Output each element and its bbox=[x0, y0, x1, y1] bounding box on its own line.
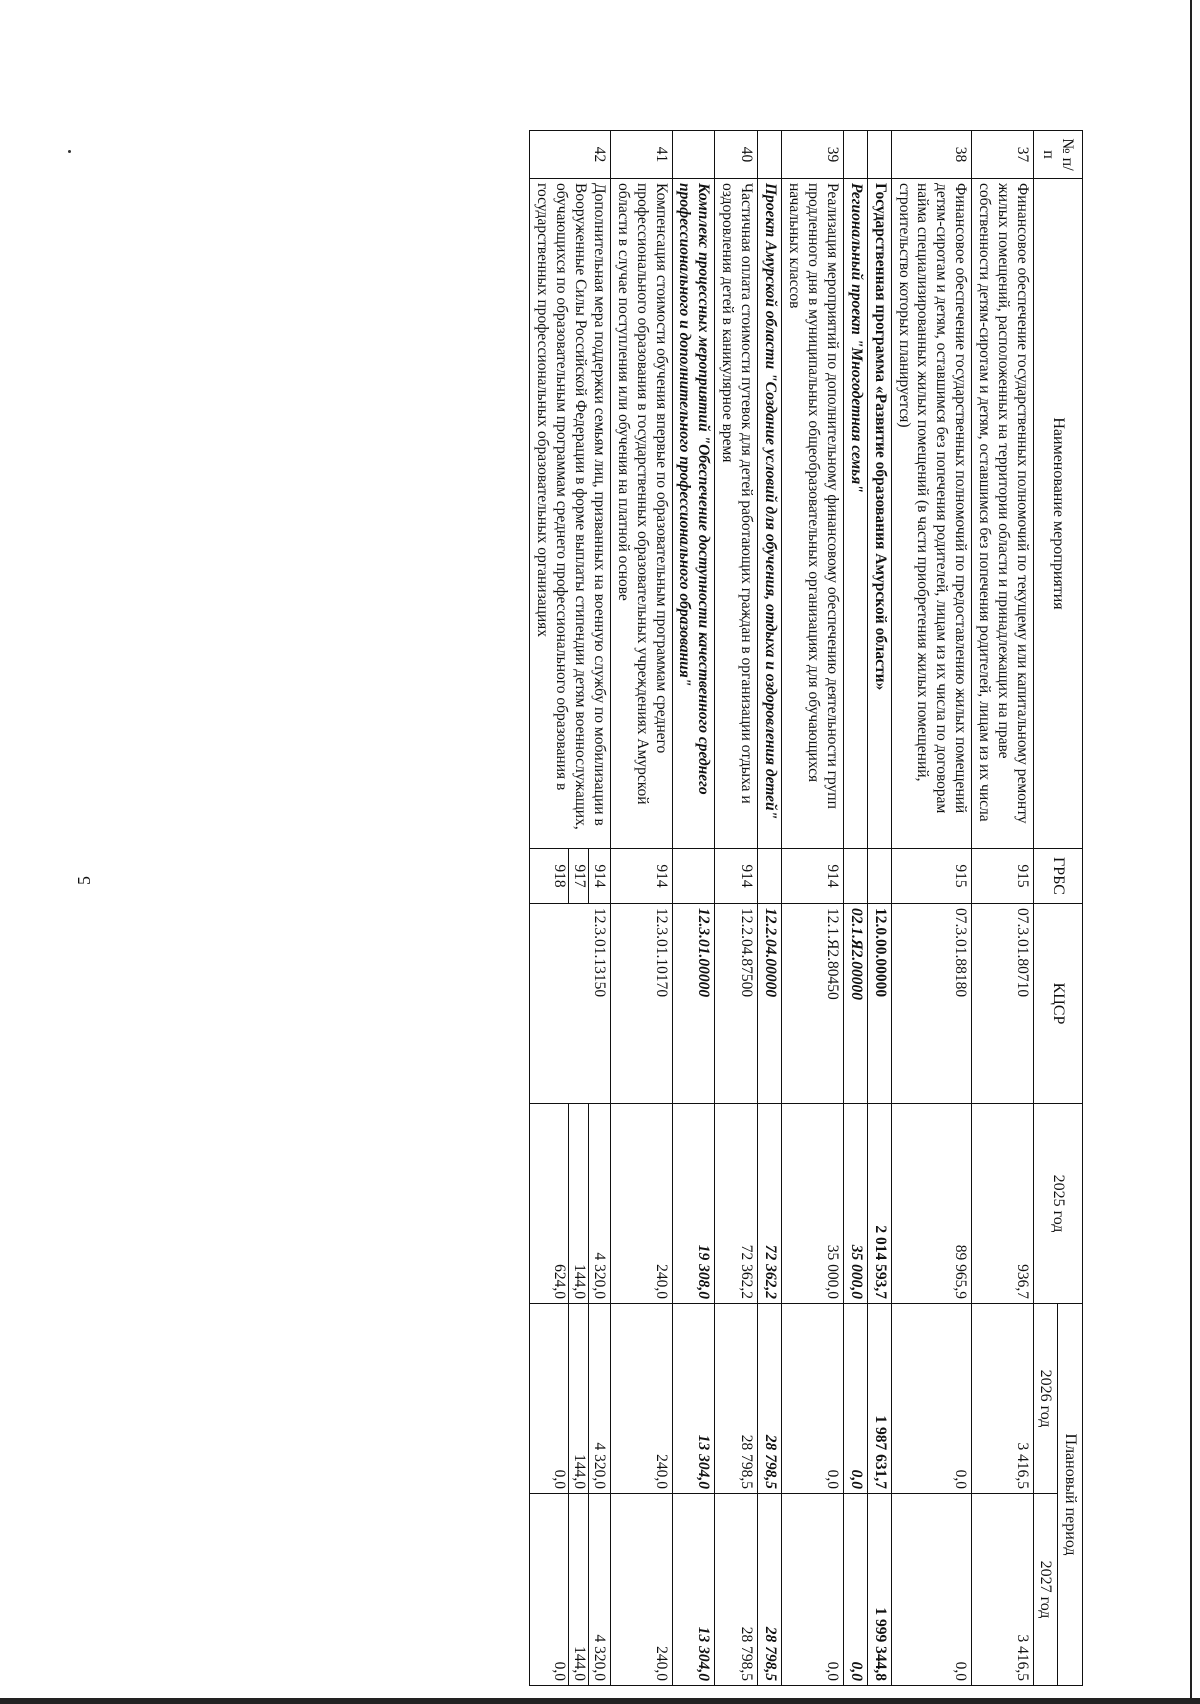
cell-y2027: 240,0 bbox=[610, 1494, 672, 1686]
cell-grbs: 915 bbox=[891, 849, 972, 904]
cell-y2027: 28 798,5 bbox=[758, 1494, 782, 1686]
table-row bbox=[843, 131, 867, 1686]
cell-y2026: 13 304,0 bbox=[672, 1304, 715, 1494]
cell-grbs: 914 bbox=[610, 849, 672, 904]
header-name: Наименование мероприятия bbox=[1033, 179, 1082, 849]
sub-value-grbs: 914 bbox=[590, 864, 608, 888]
cell-y2027: 0,0 bbox=[891, 1494, 972, 1686]
cell-y2027: 1 999 344,8 bbox=[867, 1494, 891, 1686]
cell-y2027: 28 798,5 bbox=[715, 1494, 758, 1686]
cell-kcsr: 12.2.04.87500 bbox=[715, 904, 758, 1104]
header-2025: 2025 год bbox=[1033, 1104, 1082, 1304]
cell-y2027: 0,0 bbox=[782, 1494, 844, 1686]
cell-y2027: 3 416,5 bbox=[972, 1494, 1034, 1686]
scan-edge-right bbox=[1190, 0, 1192, 1704]
table-row bbox=[891, 131, 972, 1686]
cell-grbs: 914 bbox=[715, 849, 758, 904]
sub-value-y2027: 4 320,0 bbox=[590, 1634, 608, 1682]
sub-value-y2027: 0,0 bbox=[549, 1494, 569, 1685]
page-number: 5 bbox=[74, 876, 94, 885]
cell-grbs: 914 bbox=[782, 849, 844, 904]
cell-y2025: 72 362,2 bbox=[715, 1104, 758, 1304]
cell-grbs: 915 bbox=[972, 849, 1034, 904]
cell-name: Финансовое обеспечение государственных полномочий по текущему или капитальному ремонту жилых помещений, расположенных на территории области и принадлежащих на праве собственности детям-сиротам и детям, оставшимся без попечения родителей, лицам из их числа bbox=[972, 179, 1034, 849]
sub-value-y2026: 4 320,0 bbox=[590, 1442, 608, 1489]
cell-name: Финансовое обеспечение государственных полномочий по предоставлению жилых помещений детям-сиротам и детям, оставшимся без попечения родителей, лицам из их числа по договорам найма специализированных жилых помещений (в части приобретения жилых помещений, строительство которых планируется) bbox=[891, 179, 972, 849]
cell-name: Дополнительная мера поддержки семьям лиц, призванных на военную службу по мобилизации в Вооруженные Силы Российской Федерации в форме выплаты стипендии детям военнослужащих, обучающихся по образовательным программам среднего профессионального образования в государственных профессиональных образовательных организациях bbox=[530, 179, 611, 849]
table-row bbox=[867, 131, 891, 1686]
cell-y2025 bbox=[530, 1104, 611, 1304]
cell-y2026: 28 798,5 bbox=[758, 1304, 782, 1494]
cell-y2026: 0,0 bbox=[782, 1304, 844, 1494]
cell-y2026: 3 416,5 bbox=[972, 1304, 1034, 1494]
cell-y2025: 35 000,0 bbox=[843, 1104, 867, 1304]
budget-table bbox=[529, 130, 1083, 1686]
cell-y2026: 1 987 631,7 bbox=[867, 1304, 891, 1494]
cell-grbs bbox=[843, 849, 867, 904]
header-2026: 2026 год bbox=[1033, 1304, 1058, 1494]
sub-value-grbs: 917 bbox=[569, 849, 589, 903]
cell-num bbox=[867, 131, 891, 179]
rotated-table-sheet bbox=[181, 130, 1083, 1685]
cell-kcsr: 12.3.01.00000 bbox=[672, 904, 715, 1104]
cell-name: Реализация мероприятий по дополнительному финансовому обеспечению деятельности групп продленного дня в муниципальных общеобразовательных организациях для обучающихся начальных классов bbox=[782, 179, 844, 849]
cell-name: Компенсация стоимости обучения впервые по образовательным программам среднего профессионального образования в государственных образовательных учреждениях Амурской области в случае поступления или обучения на платной основе bbox=[610, 179, 672, 849]
cell-num: 41 bbox=[610, 131, 672, 179]
cell-kcsr: 12.1.Я2.80450 bbox=[782, 904, 844, 1104]
table-row bbox=[610, 131, 672, 1686]
cell-name: Комплекс процессных мероприятий "Обеспечение доступности качественного среднего профессионального и дополнительного профессионального образования" bbox=[672, 179, 715, 849]
cell-grbs bbox=[758, 849, 782, 904]
table-row bbox=[782, 131, 844, 1686]
cell-num: 42 bbox=[530, 131, 611, 179]
sub-value-y2026: 0,0 bbox=[549, 1304, 569, 1493]
sub-value-y2025: 144,0 bbox=[569, 1104, 589, 1303]
cell-grbs bbox=[530, 849, 611, 904]
table-body bbox=[530, 131, 1034, 1686]
table-row bbox=[758, 131, 782, 1686]
cell-kcsr: 07.3.01.80710 bbox=[972, 904, 1034, 1104]
cell-y2027 bbox=[530, 1494, 611, 1686]
header-plan-period: Плановый период bbox=[1058, 1304, 1083, 1686]
sub-value-y2025: 624,0 bbox=[549, 1104, 569, 1303]
cell-num: 39 bbox=[782, 131, 844, 179]
sub-value-grbs: 918 bbox=[549, 849, 569, 903]
header-num: № п/п bbox=[1033, 131, 1082, 179]
header-grbs: ГРБС bbox=[1033, 849, 1082, 904]
cell-name: Проект Амурской области "Создание условий для обучения, отдыха и оздоровления детей" bbox=[758, 179, 782, 849]
cell-kcsr: 02.1.Я2.00000 bbox=[843, 904, 867, 1104]
cell-y2025: 936,7 bbox=[972, 1104, 1034, 1304]
cell-num: 38 bbox=[891, 131, 972, 179]
cell-num: 40 bbox=[715, 131, 758, 179]
cell-y2025: 19 308,0 bbox=[672, 1104, 715, 1304]
sub-value-y2026: 144,0 bbox=[569, 1304, 589, 1493]
cell-y2025: 2 014 593,7 bbox=[867, 1104, 891, 1304]
cell-kcsr: 12.3.01.13150 bbox=[530, 904, 611, 1104]
cell-y2025: 72 362,2 bbox=[758, 1104, 782, 1304]
scan-speck bbox=[68, 150, 71, 153]
cell-y2026 bbox=[530, 1304, 611, 1494]
table-row bbox=[530, 131, 611, 1686]
cell-name: Государственная программа «Развитие образования Амурской области» bbox=[867, 179, 891, 849]
cell-y2025: 89 965,9 bbox=[891, 1104, 972, 1304]
cell-y2026: 0,0 bbox=[891, 1304, 972, 1494]
cell-y2026: 240,0 bbox=[610, 1304, 672, 1494]
cell-y2025: 35 000,0 bbox=[782, 1104, 844, 1304]
scan-edge-bottom bbox=[0, 1698, 1200, 1704]
cell-grbs bbox=[672, 849, 715, 904]
cell-y2027: 13 304,0 bbox=[672, 1494, 715, 1686]
header-kcsr: КЦСР bbox=[1033, 904, 1082, 1104]
cell-grbs bbox=[867, 849, 891, 904]
cell-name: Частичная оплата стоимости путевок для детей работающих граждан в организации отдыха и оздоровления детей в каникулярное время bbox=[715, 179, 758, 849]
sub-value-y2027: 144,0 bbox=[569, 1494, 589, 1685]
cell-kcsr: 12.0.00.00000 bbox=[867, 904, 891, 1104]
cell-y2026: 0,0 bbox=[843, 1304, 867, 1494]
cell-num bbox=[843, 131, 867, 179]
cell-kcsr: 12.2.04.00000 bbox=[758, 904, 782, 1104]
cell-kcsr: 12.3.01.10170 bbox=[610, 904, 672, 1104]
cell-kcsr: 07.3.01.88180 bbox=[891, 904, 972, 1104]
cell-y2027: 0,0 bbox=[843, 1494, 867, 1686]
header-2027: 2027 год bbox=[1033, 1494, 1058, 1686]
cell-num bbox=[672, 131, 715, 179]
cell-y2025: 240,0 bbox=[610, 1104, 672, 1304]
table-row bbox=[672, 131, 715, 1686]
table-row bbox=[972, 131, 1034, 1686]
cell-num: 37 bbox=[972, 131, 1034, 179]
table-row bbox=[715, 131, 758, 1686]
sub-value-y2025: 4 320,0 bbox=[590, 1252, 608, 1299]
cell-y2026: 28 798,5 bbox=[715, 1304, 758, 1494]
cell-num bbox=[758, 131, 782, 179]
cell-name: Региональный проект "Многодетная семья" bbox=[843, 179, 867, 849]
